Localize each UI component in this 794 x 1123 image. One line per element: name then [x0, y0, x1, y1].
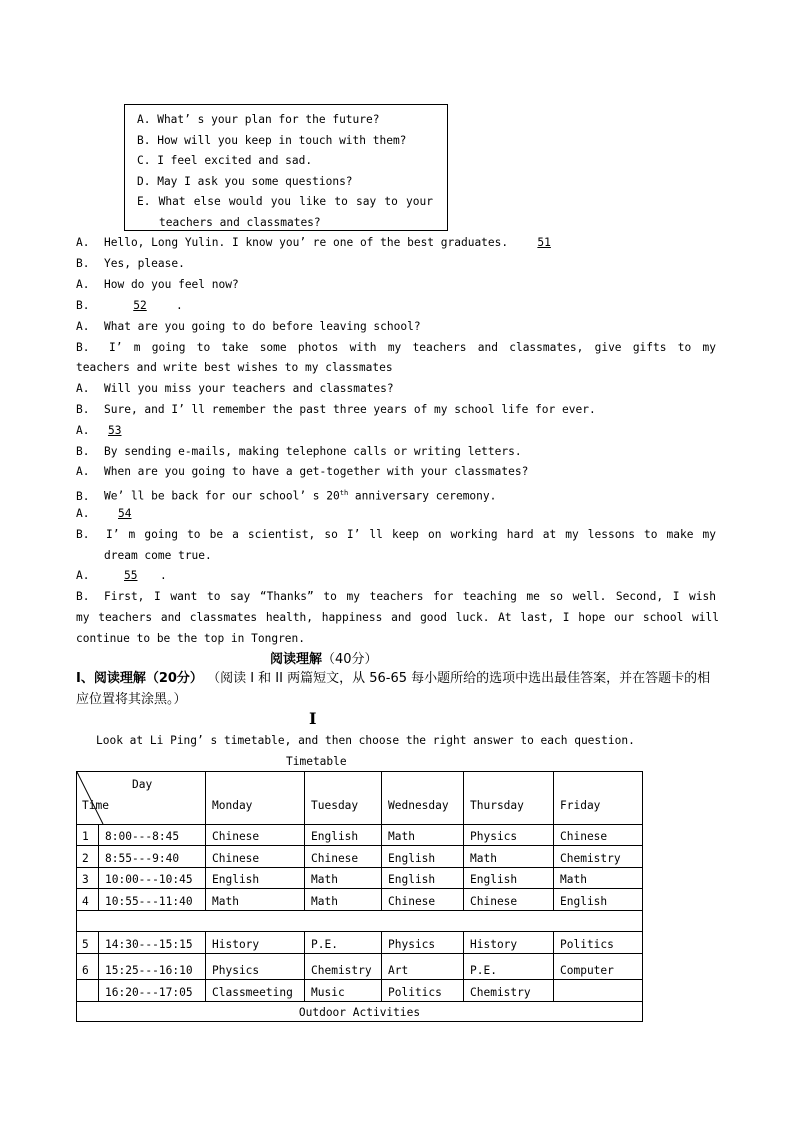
instruction-label: I、阅读理解（20分）: [76, 671, 203, 686]
timetable-row: [77, 931, 642, 954]
subject-cell: Physics: [381, 932, 463, 954]
period-number: [77, 980, 98, 1002]
period-number: 5: [82, 938, 89, 951]
period-time: 8:00---8:45: [98, 825, 205, 846]
timetable-row: [77, 824, 642, 846]
subject-cell: English: [381, 846, 463, 868]
option-e-continued: teachers and classmates?: [159, 215, 321, 229]
period-time: 15:25---16:10: [98, 954, 205, 980]
dialogue-line-15: B. I’ m going to be a scientist, so I’ ll keep on working hard at my lessons to make my: [76, 528, 716, 541]
option-e: E. What else would you like to say to your: [137, 195, 433, 209]
period-number: 1: [82, 830, 89, 843]
dialogue-line-4: B. 52 .: [76, 296, 719, 316]
dialogue-line-5: A. What are you going to do before leaving school?: [76, 320, 421, 333]
day-header: Wednesday: [381, 772, 463, 824]
period-time: 10:55---11:40: [98, 889, 205, 911]
subject-cell: Music: [304, 980, 381, 1002]
day-header: Monday: [205, 772, 304, 824]
subject-cell: English: [553, 889, 642, 911]
period-number: 4: [82, 895, 89, 908]
subject-cell: Math: [205, 889, 304, 911]
dialogue-line-19: my teachers and classmates health, happiness and good luck. At last, I hope our school will: [76, 611, 719, 624]
passage-number: I: [309, 709, 317, 728]
blank-53: 53: [108, 424, 122, 437]
instruction: [76, 668, 721, 710]
subject-cell: P.E.: [304, 932, 381, 954]
blank-52: 52: [133, 299, 147, 312]
timetable-row: [77, 888, 642, 911]
subject-cell: Chinese: [381, 889, 463, 911]
subject-cell: Politics: [381, 980, 463, 1002]
dialogue-line-14: A. 54: [76, 504, 719, 524]
options-box: [124, 104, 448, 231]
timetable-caption: Timetable: [286, 755, 347, 768]
subject-cell: English: [205, 868, 304, 889]
section-title: 阅读理解（40分）: [270, 652, 378, 667]
subject-cell: History: [205, 932, 304, 954]
subject-cell: English: [463, 868, 553, 889]
dialogue-line-18: B. First, I want to say “Thanks” to my teachers for teaching me so well. Second, I wish: [76, 590, 716, 603]
dialogue-line-12: A. When are you going to have a get-together with your classmates?: [76, 465, 529, 478]
dialogue-line-2: B. Yes, please.: [76, 257, 185, 270]
blank-55: 55: [124, 569, 138, 582]
subject-cell: Math: [463, 846, 553, 868]
subject-cell: Art: [381, 954, 463, 980]
subject-cell: Chemistry: [463, 980, 553, 1002]
day-header: Tuesday: [304, 772, 381, 824]
subject-cell: Politics: [553, 932, 642, 954]
subject-cell: Chinese: [463, 889, 553, 911]
corner-day: Day: [132, 778, 153, 791]
subject-cell: Classmeeting: [205, 980, 304, 1002]
timetable-row: [77, 845, 642, 868]
timetable-row: [77, 953, 642, 980]
subject-cell: History: [463, 932, 553, 954]
dialogue-line-7: teachers and write best wishes to my classmates: [76, 361, 393, 374]
timetable-row: [77, 979, 642, 1002]
option-a: A. What’ s your plan for the future?: [137, 113, 380, 126]
instruction-text: （阅读 I 和 II 两篇短文，从 56-65 每小题所给的选项中选出最佳答案，并在答题卡的相应位置将其涂黑。）: [76, 671, 711, 707]
dialogue-line-6: B. I’ m going to take some photos with my teachers and classmates, give gifts to my: [76, 341, 716, 354]
subject-cell: [553, 980, 642, 1002]
option-c: C. I feel excited and sad.: [137, 154, 313, 168]
period-number: [77, 911, 642, 932]
subject-cell: Chemistry: [553, 846, 642, 868]
period-time: 8:55---9:40: [98, 846, 205, 868]
outdoor-activities: Outdoor Activities: [77, 1001, 642, 1023]
subject-cell: Math: [553, 868, 642, 889]
subject-cell: Chinese: [304, 846, 381, 868]
period-number: 2: [82, 852, 89, 865]
option-d: D. May I ask you some questions?: [137, 174, 353, 188]
dialogue-line-13: B. We’ ll be back for our school’ s 20th anniversary ceremony.: [76, 489, 497, 503]
timetable: [76, 771, 643, 1022]
subject-cell: Chemistry: [304, 954, 381, 980]
subject-cell: Chinese: [553, 825, 642, 846]
dialogue-line-16: dream come true.: [104, 549, 212, 562]
blank-51: 51: [537, 236, 551, 249]
dialogue-line-1: A. Hello, Long Yulin. I know you’ re one of the best graduates. 51: [76, 233, 719, 253]
dialogue-line-9: B. Sure, and I’ ll remember the past three years of my school life for ever.: [76, 403, 596, 416]
period-number: 3: [82, 873, 89, 886]
dialogue-line-17: A. 55 .: [76, 566, 719, 586]
dialogue-line-11: B. By sending e-mails, making telephone calls or writing letters.: [76, 445, 522, 458]
period-time: 10:00---10:45: [98, 868, 205, 889]
subject-cell: Chinese: [205, 846, 304, 868]
dialogue-line-20: continue to be the top in Tongren.: [76, 632, 306, 645]
subject-cell: Math: [304, 868, 381, 889]
blank-54: 54: [118, 507, 132, 520]
period-time: 14:30---15:15: [98, 932, 205, 954]
day-header: Friday: [553, 772, 642, 824]
timetable-row: [77, 910, 642, 932]
corner-cell: [77, 772, 205, 824]
subject-cell: Chinese: [205, 825, 304, 846]
timetable-header-row: [77, 772, 642, 824]
subject-cell: English: [304, 825, 381, 846]
dialogue-line-3: A. How do you feel now?: [76, 278, 239, 291]
subject-cell: Physics: [463, 825, 553, 846]
subject-cell: P.E.: [463, 954, 553, 980]
corner-time: Time: [82, 799, 109, 812]
dialogue-line-10: A. 53: [76, 421, 719, 441]
day-header: Thursday: [463, 772, 553, 824]
subject-cell: Math: [381, 825, 463, 846]
subject-cell: Physics: [205, 954, 304, 980]
passage-intro: Look at Li Ping’ s timetable, and then choose the right answer to each question.: [96, 734, 635, 747]
period-time: 16:20---17:05: [98, 980, 205, 1002]
timetable-row: [77, 867, 642, 889]
option-b: B. How will you keep in touch with them?: [137, 133, 407, 147]
subject-cell: English: [381, 868, 463, 889]
dialogue-line-8: A. Will you miss your teachers and classmates?: [76, 382, 394, 395]
subject-cell: Math: [304, 889, 381, 911]
subject-cell: Computer: [553, 954, 642, 980]
period-number: 6: [82, 964, 89, 977]
